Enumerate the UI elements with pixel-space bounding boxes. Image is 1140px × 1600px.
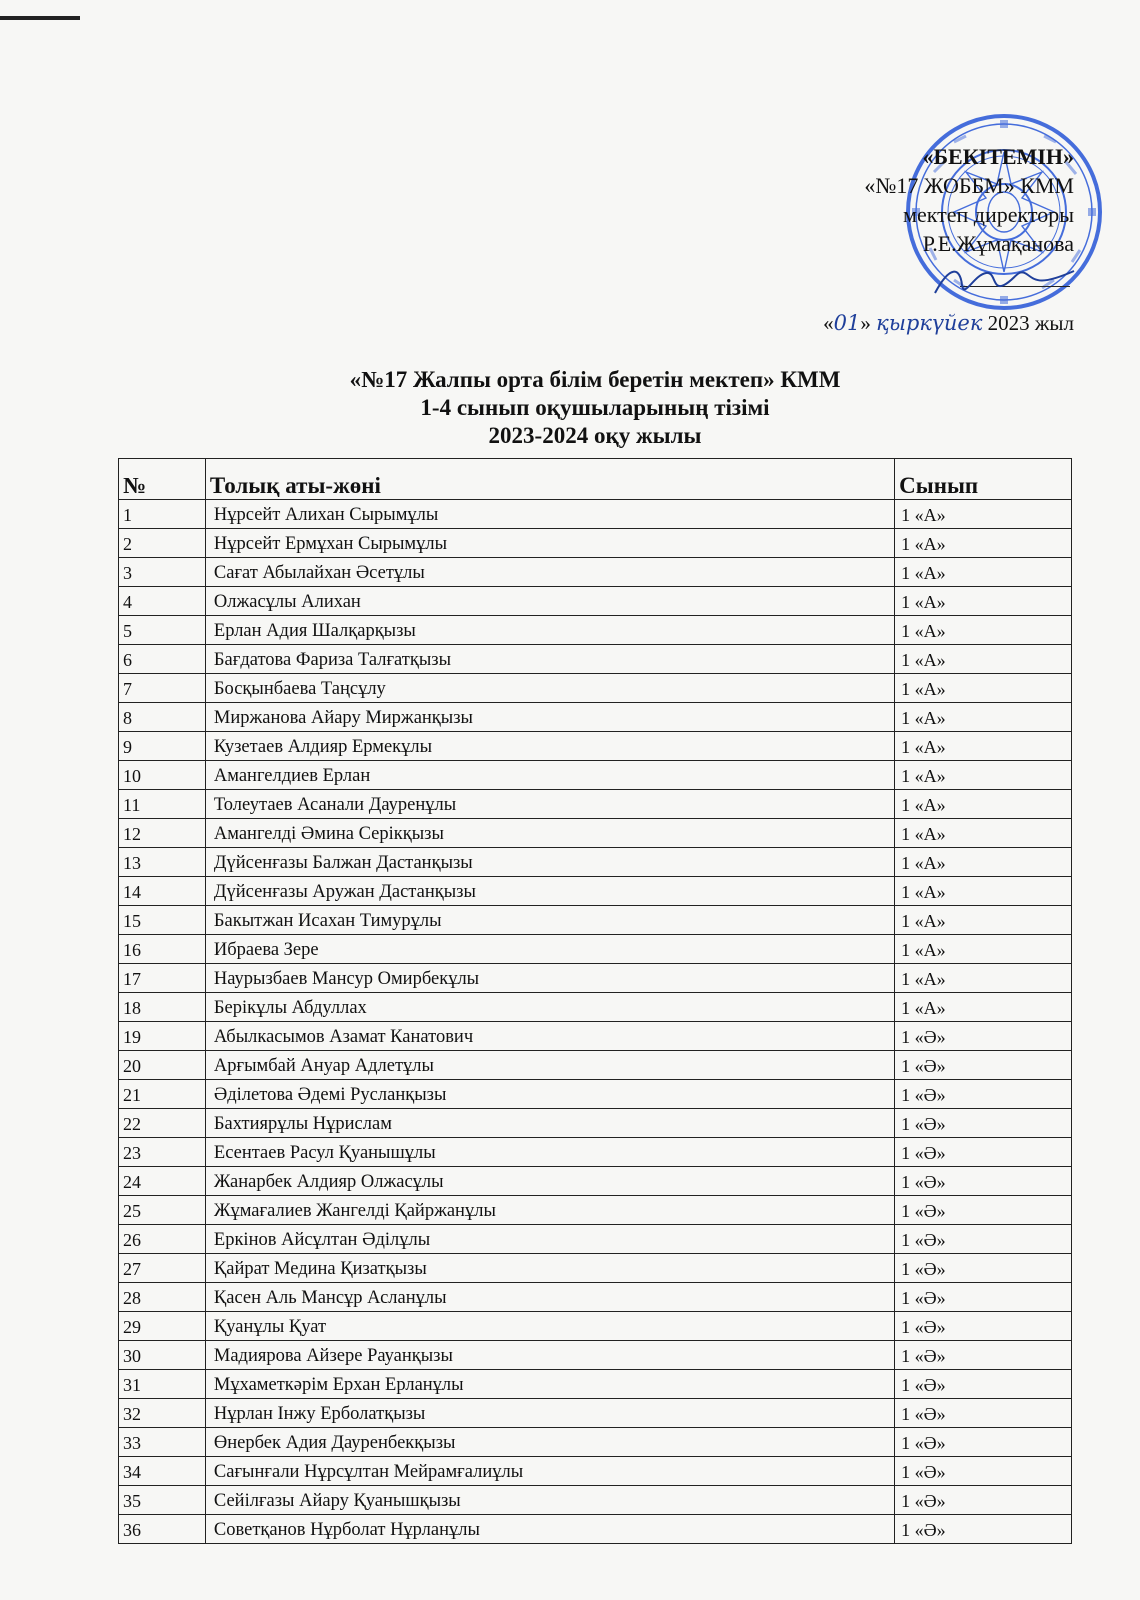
table-row [119, 819, 1072, 848]
table-body [119, 500, 1072, 1544]
table-row [119, 1283, 1072, 1312]
row-number: 21 [119, 1080, 206, 1109]
student-name: Ибраева Зере [205, 935, 894, 964]
student-class: 1 «Ә» [895, 1167, 1072, 1196]
student-name: Босқынбаева Таңсұлу [205, 674, 894, 703]
student-class: 1 «Ә» [895, 1196, 1072, 1225]
student-name: Жұмағалиев Жангелді Қайржанұлы [205, 1196, 894, 1225]
table-row [119, 1109, 1072, 1138]
student-class: 1 «А» [895, 964, 1072, 993]
student-name: Бағдатова Фариза Талғатқызы [205, 645, 894, 674]
approval-date: «01» қыркүйек 2023 жыл [823, 311, 1074, 335]
student-name: Арғымбай Ануар Адлетұлы [205, 1051, 894, 1080]
student-name: Сағынғали Нұрсұлтан Мейрамғалиұлы [205, 1457, 894, 1486]
row-number: 4 [119, 587, 206, 616]
row-number: 5 [119, 616, 206, 645]
row-number: 14 [119, 877, 206, 906]
student-name: Кузетаев Алдияр Ермекұлы [205, 732, 894, 761]
student-class: 1 «Ә» [895, 1138, 1072, 1167]
title-school: «№17 Жалпы орта білім беретін мектеп» КММ [349, 367, 841, 392]
table-row [119, 1399, 1072, 1428]
row-number: 28 [119, 1283, 206, 1312]
row-number: 1 [119, 500, 206, 529]
student-class: 1 «А» [895, 703, 1072, 732]
student-name: Дүйсенғазы Балжан Дастанқызы [205, 848, 894, 877]
row-number: 29 [119, 1312, 206, 1341]
table-row [119, 1457, 1072, 1486]
student-name: Амангелдиев Ерлан [205, 761, 894, 790]
student-name: Мұхаметкәрім Ерхан Ерланұлы [205, 1370, 894, 1399]
student-class: 1 «А» [895, 616, 1072, 645]
row-number: 26 [119, 1225, 206, 1254]
student-name: Есентаев Расул Қуанышұлы [205, 1138, 894, 1167]
student-name: Сейілғазы Айару Қуанышқызы [205, 1486, 894, 1515]
row-number: 33 [119, 1428, 206, 1457]
approval-line-school: «№17 ЖОББМ» КММ [864, 173, 1074, 198]
director-signature-icon [930, 255, 1080, 305]
student-name: Бахтиярұлы Нұрислам [205, 1109, 894, 1138]
student-name: Нұрлан Інжу Ерболатқызы [205, 1399, 894, 1428]
student-name: Дүйсенғазы Аружан Дастанқызы [205, 877, 894, 906]
table-row [119, 558, 1072, 587]
row-number: 22 [119, 1109, 206, 1138]
row-number: 19 [119, 1022, 206, 1051]
student-name: Қайрат Медина Қизатқызы [205, 1254, 894, 1283]
student-name: Абылкасымов Азамат Канатович [205, 1022, 894, 1051]
student-class: 1 «А» [895, 674, 1072, 703]
table-row [119, 587, 1072, 616]
row-number: 3 [119, 558, 206, 587]
row-number: 30 [119, 1341, 206, 1370]
table-row [119, 732, 1072, 761]
row-number: 10 [119, 761, 206, 790]
student-name: Нұрсейт Алихан Сырымұлы [205, 500, 894, 529]
table-row [119, 964, 1072, 993]
row-number: 32 [119, 1399, 206, 1428]
student-class: 1 «Ә» [895, 1080, 1072, 1109]
table-row [119, 1428, 1072, 1457]
row-number: 16 [119, 935, 206, 964]
student-name: Бакытжан Исахан Тимурұлы [205, 906, 894, 935]
student-name: Қасен Аль Мансұр Асланұлы [205, 1283, 894, 1312]
row-number: 8 [119, 703, 206, 732]
header-full-name: Толық аты-жөні [205, 459, 894, 500]
row-number: 11 [119, 790, 206, 819]
student-class: 1 «Ә» [895, 1486, 1072, 1515]
student-class: 1 «А» [895, 906, 1072, 935]
student-name: Жанарбек Алдияр Олжасұлы [205, 1167, 894, 1196]
title-list: 1-4 сынып оқушыларының тізімі [420, 395, 770, 420]
table-row [119, 1022, 1072, 1051]
row-number: 35 [119, 1486, 206, 1515]
row-number: 17 [119, 964, 206, 993]
student-class: 1 «А» [895, 790, 1072, 819]
table-row [119, 645, 1072, 674]
student-name: Мадиярова Айзере Рауанқызы [205, 1341, 894, 1370]
approval-line-position: мектеп директоры [903, 202, 1074, 227]
student-name: Қуанұлы Қуат [205, 1312, 894, 1341]
table-row [119, 1196, 1072, 1225]
table-row [119, 1167, 1072, 1196]
row-number: 34 [119, 1457, 206, 1486]
table-row [119, 529, 1072, 558]
row-number: 24 [119, 1167, 206, 1196]
approval-date-day: 01 [833, 311, 861, 335]
approval-date-year: 2023 жыл [987, 311, 1074, 335]
student-roster-table [118, 458, 1072, 1544]
document-titles [118, 366, 1072, 450]
table-row [119, 877, 1072, 906]
student-class: 1 «Ә» [895, 1515, 1072, 1544]
student-class: 1 «А» [895, 848, 1072, 877]
student-name: Амангелді Әмина Серікқызы [205, 819, 894, 848]
student-class: 1 «А» [895, 500, 1072, 529]
row-number: 18 [119, 993, 206, 1022]
scan-edge-mark [0, 16, 80, 20]
student-class: 1 «А» [895, 819, 1072, 848]
table-row [119, 1515, 1072, 1544]
student-class: 1 «Ә» [895, 1225, 1072, 1254]
row-number: 25 [119, 1196, 206, 1225]
student-name: Әділетова Әдемі Русланқызы [205, 1080, 894, 1109]
row-number: 6 [119, 645, 206, 674]
student-name: Олжасұлы Алихан [205, 587, 894, 616]
student-class: 1 «Ә» [895, 1341, 1072, 1370]
approval-line-director: Р.Е.Жұмақанова [922, 231, 1074, 256]
row-number: 12 [119, 819, 206, 848]
student-class: 1 «А» [895, 558, 1072, 587]
student-class: 1 «Ә» [895, 1312, 1072, 1341]
table-row [119, 616, 1072, 645]
table-row [119, 674, 1072, 703]
table-row [119, 1225, 1072, 1254]
table-row [119, 1486, 1072, 1515]
table-row [119, 848, 1072, 877]
table-row [119, 935, 1072, 964]
header-class: Сынып [895, 459, 1072, 500]
table-row [119, 1138, 1072, 1167]
table-row [119, 906, 1072, 935]
student-class: 1 «А» [895, 587, 1072, 616]
table-row [119, 1254, 1072, 1283]
table-row [119, 1312, 1072, 1341]
table-row [119, 1051, 1072, 1080]
student-name: Өнербек Адия Дауренбекқызы [205, 1428, 894, 1457]
student-name: Ерлан Адия Шалқарқызы [205, 616, 894, 645]
table-row [119, 703, 1072, 732]
row-number: 7 [119, 674, 206, 703]
student-class: 1 «А» [895, 645, 1072, 674]
student-name: Берікұлы Абдуллах [205, 993, 894, 1022]
row-number: 36 [119, 1515, 206, 1544]
table-row [119, 1341, 1072, 1370]
approval-block [754, 142, 1074, 338]
student-class: 1 «Ә» [895, 1283, 1072, 1312]
student-name: Нұрсейт Ермұхан Сырымұлы [205, 529, 894, 558]
row-number: 31 [119, 1370, 206, 1399]
student-class: 1 «Ә» [895, 1022, 1072, 1051]
student-class: 1 «А» [895, 877, 1072, 906]
approval-heading: «БЕКІТЕМІН» [922, 144, 1074, 169]
student-name: Сағат Абылайхан Әсетұлы [205, 558, 894, 587]
student-class: 1 «Ә» [895, 1457, 1072, 1486]
table-row [119, 761, 1072, 790]
student-name: Советқанов Нұрболат Нұрланұлы [205, 1515, 894, 1544]
student-class: 1 «А» [895, 529, 1072, 558]
student-class: 1 «Ә» [895, 1109, 1072, 1138]
student-name: Толеутаев Асанали Дауренұлы [205, 790, 894, 819]
student-class: 1 «Ә» [895, 1428, 1072, 1457]
row-number: 13 [119, 848, 206, 877]
student-class: 1 «А» [895, 761, 1072, 790]
student-class: 1 «Ә» [895, 1370, 1072, 1399]
student-name: Миржанова Айару Миржанқызы [205, 703, 894, 732]
student-class: 1 «А» [895, 935, 1072, 964]
table-row [119, 500, 1072, 529]
header-number: № [119, 459, 206, 500]
table-row [119, 993, 1072, 1022]
table-row [119, 790, 1072, 819]
table-row [119, 1370, 1072, 1399]
student-class: 1 «Ә» [895, 1051, 1072, 1080]
student-class: 1 «А» [895, 732, 1072, 761]
student-name: Наурызбаев Мансур Омирбекұлы [205, 964, 894, 993]
student-class: 1 «А» [895, 993, 1072, 1022]
row-number: 2 [119, 529, 206, 558]
row-number: 15 [119, 906, 206, 935]
row-number: 23 [119, 1138, 206, 1167]
table-row [119, 1080, 1072, 1109]
row-number: 9 [119, 732, 206, 761]
title-year: 2023-2024 оқу жылы [488, 423, 702, 448]
student-class: 1 «Ә» [895, 1254, 1072, 1283]
row-number: 27 [119, 1254, 206, 1283]
student-class: 1 «Ә» [895, 1399, 1072, 1428]
approval-date-month: қыркүйек [876, 311, 983, 335]
table-header-row [119, 459, 1072, 500]
row-number: 20 [119, 1051, 206, 1080]
student-name: Еркінов Айсұлтан Әділұлы [205, 1225, 894, 1254]
